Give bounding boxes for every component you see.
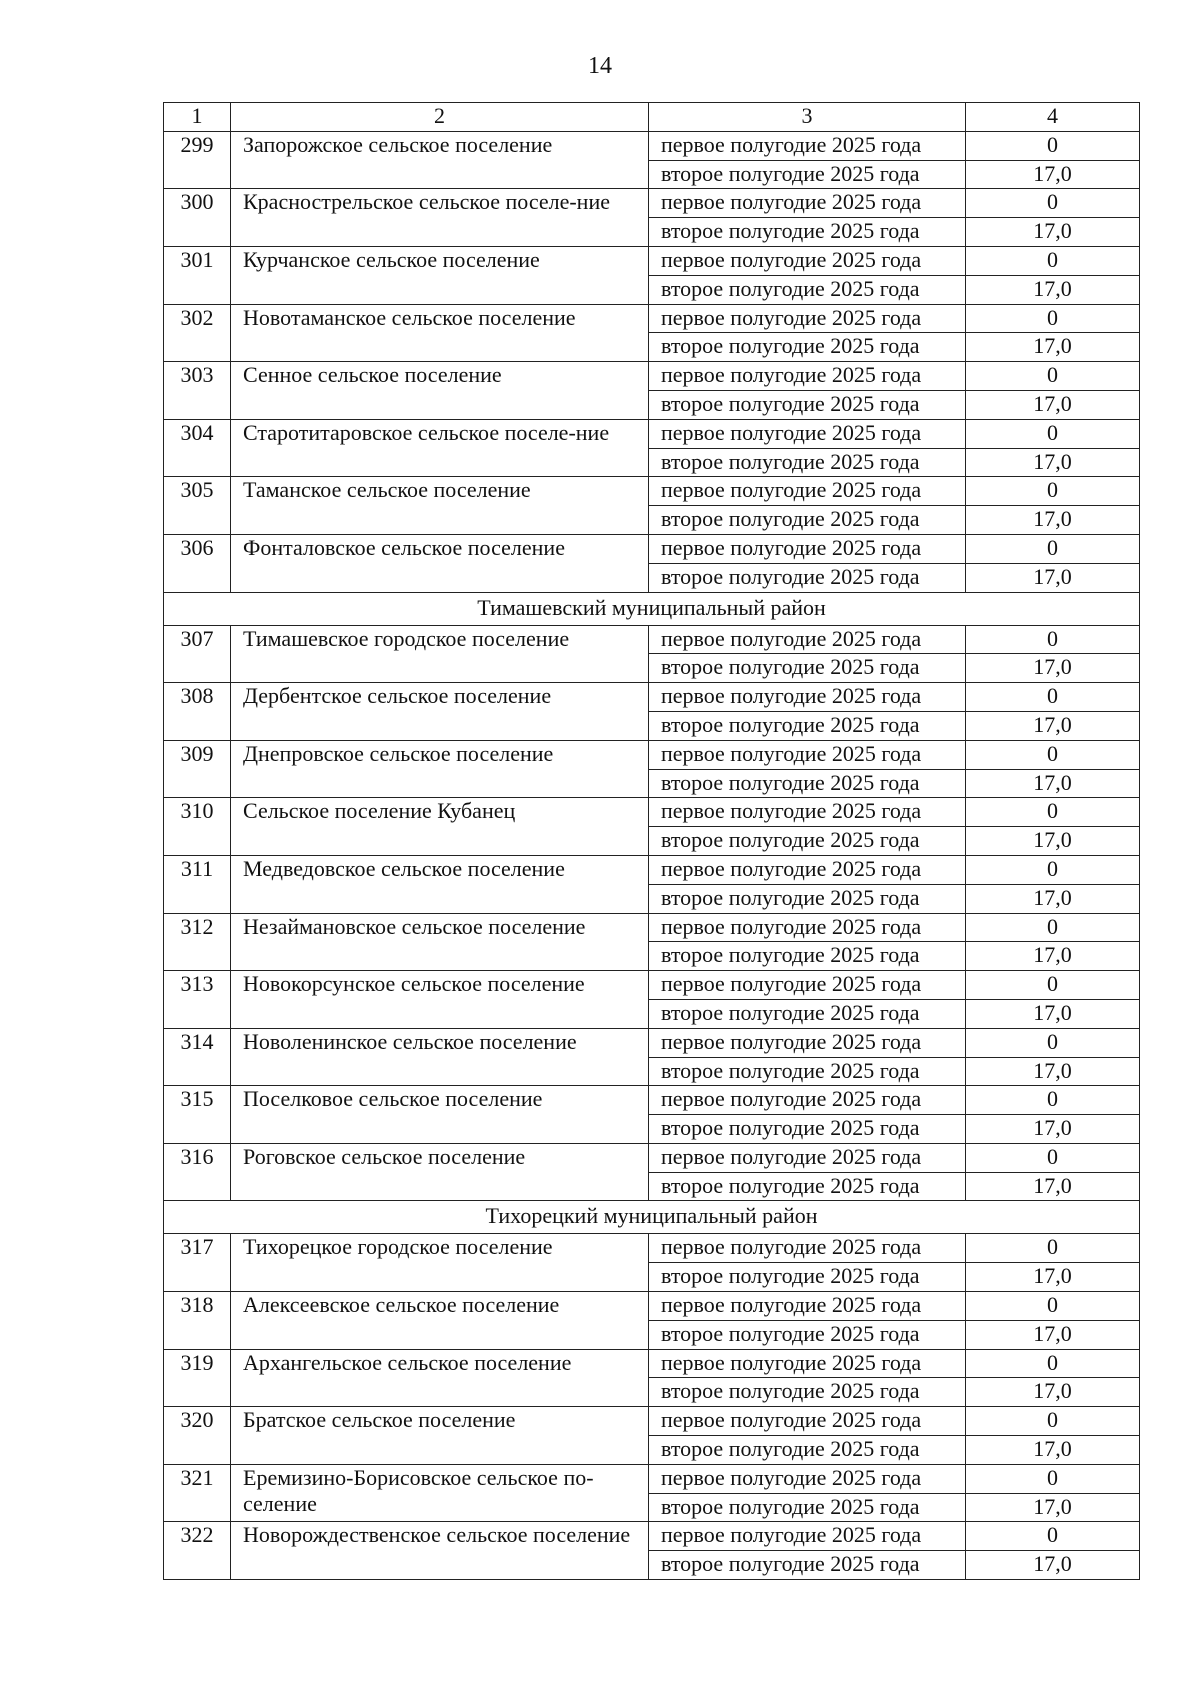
table-row (164, 913, 1140, 942)
settlement-name: Старотитаровское сельское поселе-ние (231, 419, 649, 477)
period-second-half: второе полугодие 2025 года (649, 1172, 966, 1201)
period-first-half: первое полугодие 2025 года (649, 1464, 966, 1493)
period-first-half: первое полугодие 2025 года (649, 625, 966, 654)
table-row (164, 304, 1140, 333)
period-first-half: первое полугодие 2025 года (649, 913, 966, 942)
settlement-name: Еремизино-Борисовское сельское по-селение (231, 1464, 649, 1522)
settlement-name: Поселковое сельское поселение (231, 1086, 649, 1144)
period-first-half: первое полугодие 2025 года (649, 683, 966, 712)
table-row (164, 189, 1140, 218)
table-row (164, 683, 1140, 712)
settlement-name: Курчанское сельское поселение (231, 246, 649, 304)
row-number: 318 (164, 1292, 231, 1350)
table-row (164, 1349, 1140, 1378)
period-second-half: второе полугодие 2025 года (649, 275, 966, 304)
page-number: 14 (588, 53, 612, 79)
period-second-half: второе полугодие 2025 года (649, 1320, 966, 1349)
table-row (164, 625, 1140, 654)
period-first-half: первое полугодие 2025 года (649, 304, 966, 333)
table-row (164, 477, 1140, 506)
value-first-half: 0 (966, 477, 1140, 506)
row-number: 319 (164, 1349, 231, 1407)
settlement-name: Архангельское сельское поселение (231, 1349, 649, 1407)
value-second-half: 17,0 (966, 563, 1140, 592)
value-first-half: 0 (966, 971, 1140, 1000)
period-first-half: первое полугодие 2025 года (649, 1292, 966, 1321)
settlement-name: Роговское сельское поселение (231, 1143, 649, 1201)
row-number: 299 (164, 131, 231, 189)
value-second-half: 17,0 (966, 390, 1140, 419)
section-row (164, 1201, 1140, 1234)
value-first-half: 0 (966, 419, 1140, 448)
settlement-name: Незаймановское сельское поселение (231, 913, 649, 971)
settlement-name: Новотаманское сельское поселение (231, 304, 649, 362)
value-second-half: 17,0 (966, 1378, 1140, 1407)
period-first-half: первое полугодие 2025 года (649, 131, 966, 160)
table-row (164, 1234, 1140, 1263)
settlement-name: Новоленинское сельское поселение (231, 1028, 649, 1086)
settlement-name: Новорождественское сельское поселение (231, 1522, 649, 1580)
row-number: 320 (164, 1407, 231, 1465)
row-number: 310 (164, 798, 231, 856)
value-second-half: 17,0 (966, 333, 1140, 362)
row-number: 312 (164, 913, 231, 971)
row-number: 314 (164, 1028, 231, 1086)
value-second-half: 17,0 (966, 711, 1140, 740)
value-first-half: 0 (966, 1522, 1140, 1551)
table-row (164, 534, 1140, 563)
row-number: 315 (164, 1086, 231, 1144)
settlement-name: Алексеевское сельское поселение (231, 1292, 649, 1350)
period-second-half: второе полугодие 2025 года (649, 827, 966, 856)
value-second-half: 17,0 (966, 999, 1140, 1028)
period-second-half: второе полугодие 2025 года (649, 160, 966, 189)
period-first-half: первое полугодие 2025 года (649, 534, 966, 563)
settlement-name: Медведовское сельское поселение (231, 855, 649, 913)
value-first-half: 0 (966, 740, 1140, 769)
value-first-half: 0 (966, 1292, 1140, 1321)
period-second-half: второе полугодие 2025 года (649, 1493, 966, 1522)
value-second-half: 17,0 (966, 1172, 1140, 1201)
period-second-half: второе полугодие 2025 года (649, 654, 966, 683)
value-first-half: 0 (966, 683, 1140, 712)
row-number: 308 (164, 683, 231, 741)
value-second-half: 17,0 (966, 1493, 1140, 1522)
header-cell-2: 2 (231, 103, 649, 132)
header-cell-4: 4 (966, 103, 1140, 132)
section-row (164, 592, 1140, 625)
table-row (164, 971, 1140, 1000)
period-second-half: второе полугодие 2025 года (649, 390, 966, 419)
table-row (164, 1464, 1140, 1493)
table-row (164, 855, 1140, 884)
period-second-half: второе полугодие 2025 года (649, 506, 966, 535)
table-row (164, 1028, 1140, 1057)
table-body (164, 103, 1140, 1580)
table-row (164, 1143, 1140, 1172)
table-row (164, 419, 1140, 448)
value-first-half: 0 (966, 855, 1140, 884)
period-second-half: второе полугодие 2025 года (649, 999, 966, 1028)
value-first-half: 0 (966, 913, 1140, 942)
period-first-half: первое полугодие 2025 года (649, 1234, 966, 1263)
table-row (164, 1522, 1140, 1551)
row-number: 305 (164, 477, 231, 535)
settlements-table (163, 102, 1140, 1580)
section-title: Тихорецкий муниципальный район (164, 1201, 1140, 1234)
period-first-half: первое полугодие 2025 года (649, 798, 966, 827)
table-row (164, 246, 1140, 275)
value-first-half: 0 (966, 1464, 1140, 1493)
value-first-half: 0 (966, 1234, 1140, 1263)
row-number: 304 (164, 419, 231, 477)
settlement-name: Тимашевское городское поселение (231, 625, 649, 683)
settlement-name: Дербентское сельское поселение (231, 683, 649, 741)
value-first-half: 0 (966, 798, 1140, 827)
value-first-half: 0 (966, 246, 1140, 275)
period-second-half: второе полугодие 2025 года (649, 1436, 966, 1465)
value-second-half: 17,0 (966, 884, 1140, 913)
row-number: 322 (164, 1522, 231, 1580)
period-first-half: первое полугодие 2025 года (649, 1522, 966, 1551)
period-first-half: первое полугодие 2025 года (649, 971, 966, 1000)
value-first-half: 0 (966, 189, 1140, 218)
row-number: 301 (164, 246, 231, 304)
row-number: 317 (164, 1234, 231, 1292)
period-first-half: первое полугодие 2025 года (649, 246, 966, 275)
value-second-half: 17,0 (966, 275, 1140, 304)
settlement-name: Сенное сельское поселение (231, 362, 649, 420)
header-cell-3: 3 (649, 103, 966, 132)
value-second-half: 17,0 (966, 827, 1140, 856)
settlement-name: Новокорсунское сельское поселение (231, 971, 649, 1029)
section-title: Тимашевский муниципальный район (164, 592, 1140, 625)
period-first-half: первое полугодие 2025 года (649, 1349, 966, 1378)
value-second-half: 17,0 (966, 1320, 1140, 1349)
settlement-name: Фонталовское сельское поселение (231, 534, 649, 592)
table-row (164, 1292, 1140, 1321)
period-first-half: первое полугодие 2025 года (649, 1407, 966, 1436)
value-second-half: 17,0 (966, 769, 1140, 798)
value-second-half: 17,0 (966, 448, 1140, 477)
row-number: 309 (164, 740, 231, 798)
value-second-half: 17,0 (966, 506, 1140, 535)
table-row (164, 1086, 1140, 1115)
settlement-name: Таманское сельское поселение (231, 477, 649, 535)
row-number: 307 (164, 625, 231, 683)
value-first-half: 0 (966, 304, 1140, 333)
period-first-half: первое полугодие 2025 года (649, 419, 966, 448)
settlement-name: Краснострельское сельское поселе-ние (231, 189, 649, 247)
value-first-half: 0 (966, 1086, 1140, 1115)
value-second-half: 17,0 (966, 1551, 1140, 1580)
period-second-half: второе полугодие 2025 года (649, 769, 966, 798)
settlement-name: Сельское поселение Кубанец (231, 798, 649, 856)
period-first-half: первое полугодие 2025 года (649, 1143, 966, 1172)
period-second-half: второе полугодие 2025 года (649, 1057, 966, 1086)
period-second-half: второе полугодие 2025 года (649, 711, 966, 740)
table-row (164, 740, 1140, 769)
period-second-half: второе полугодие 2025 года (649, 563, 966, 592)
period-second-half: второе полугодие 2025 года (649, 448, 966, 477)
row-number: 321 (164, 1464, 231, 1522)
value-first-half: 0 (966, 534, 1140, 563)
period-second-half: второе полугодие 2025 года (649, 884, 966, 913)
value-first-half: 0 (966, 1143, 1140, 1172)
value-second-half: 17,0 (966, 1436, 1140, 1465)
value-first-half: 0 (966, 1349, 1140, 1378)
table-row (164, 362, 1140, 391)
period-first-half: первое полугодие 2025 года (649, 740, 966, 769)
row-number: 306 (164, 534, 231, 592)
period-first-half: первое полугодие 2025 года (649, 477, 966, 506)
row-number: 303 (164, 362, 231, 420)
table-row (164, 1407, 1140, 1436)
period-second-half: второе полугодие 2025 года (649, 1378, 966, 1407)
row-number: 311 (164, 855, 231, 913)
value-second-half: 17,0 (966, 218, 1140, 247)
settlement-name: Запорожское сельское поселение (231, 131, 649, 189)
period-first-half: первое полугодие 2025 года (649, 362, 966, 391)
value-first-half: 0 (966, 625, 1140, 654)
value-second-half: 17,0 (966, 654, 1140, 683)
period-first-half: первое полугодие 2025 года (649, 1028, 966, 1057)
value-second-half: 17,0 (966, 160, 1140, 189)
period-second-half: второе полугодие 2025 года (649, 218, 966, 247)
period-first-half: первое полугодие 2025 года (649, 1086, 966, 1115)
value-first-half: 0 (966, 1407, 1140, 1436)
period-second-half: второе полугодие 2025 года (649, 1115, 966, 1144)
row-number: 302 (164, 304, 231, 362)
row-number: 300 (164, 189, 231, 247)
row-number: 313 (164, 971, 231, 1029)
period-second-half: второе полугодие 2025 года (649, 333, 966, 362)
value-second-half: 17,0 (966, 1115, 1140, 1144)
header-cell-1: 1 (164, 103, 231, 132)
period-second-half: второе полугодие 2025 года (649, 1263, 966, 1292)
period-second-half: второе полугодие 2025 года (649, 1551, 966, 1580)
period-first-half: первое полугодие 2025 года (649, 189, 966, 218)
period-second-half: второе полугодие 2025 года (649, 942, 966, 971)
value-first-half: 0 (966, 131, 1140, 160)
row-number: 316 (164, 1143, 231, 1201)
value-second-half: 17,0 (966, 942, 1140, 971)
settlement-name: Тихорецкое городское поселение (231, 1234, 649, 1292)
value-second-half: 17,0 (966, 1263, 1140, 1292)
table-row (164, 131, 1140, 160)
value-second-half: 17,0 (966, 1057, 1140, 1086)
value-first-half: 0 (966, 1028, 1140, 1057)
value-first-half: 0 (966, 362, 1140, 391)
settlement-name: Днепровское сельское поселение (231, 740, 649, 798)
table-row (164, 798, 1140, 827)
header-row (164, 103, 1140, 132)
settlement-name: Братское сельское поселение (231, 1407, 649, 1465)
period-first-half: первое полугодие 2025 года (649, 855, 966, 884)
